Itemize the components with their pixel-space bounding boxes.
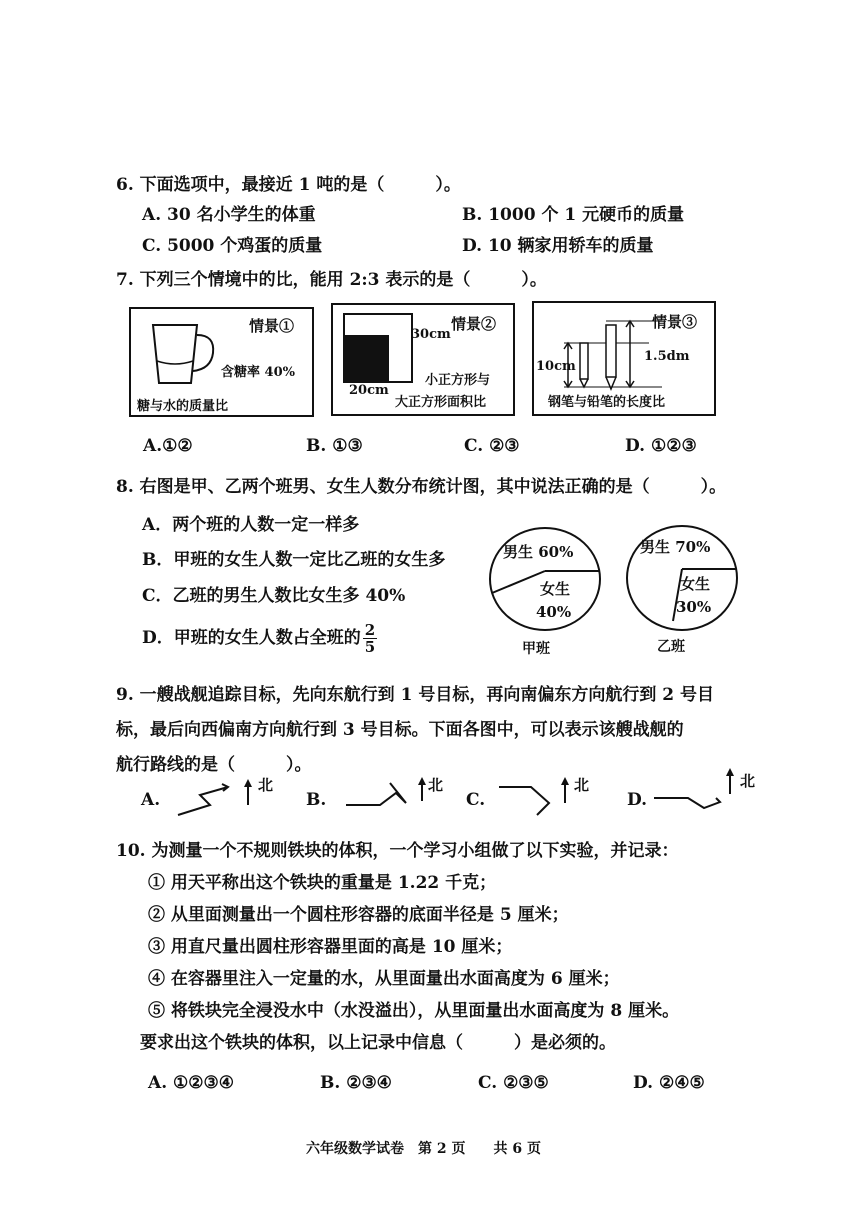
q7-option-a: A.①② xyxy=(143,436,193,456)
pie1-class-name: 甲班 xyxy=(522,641,550,657)
q6-option-a: A. 30 名小学生的体重 xyxy=(142,205,316,225)
q9-line1: 9. 一艘战舰追踪目标，先向东航行到 1 号目标，再向南偏东方向航行到 2 号目 xyxy=(116,685,714,705)
q6-option-c: C. 5000 个鸡蛋的质量 xyxy=(142,236,323,256)
q9-option-d: D. xyxy=(627,790,648,810)
pie2-class-name: 乙班 xyxy=(657,639,685,655)
q10-question: 要求出这个铁块的体积，以上记录中信息（ ）是必须的。 xyxy=(140,1033,616,1053)
scene2-title: 情景② xyxy=(451,315,497,333)
q10-option-a: A. ①②③④ xyxy=(148,1073,234,1093)
q6-option-d: D. 10 辆家用轿车的质量 xyxy=(462,236,654,256)
north-label-c: 北 xyxy=(574,776,590,794)
scene2-caption1: 小正方形与 xyxy=(425,373,491,388)
q8-option-d xyxy=(142,622,377,655)
cup-image xyxy=(149,321,219,391)
q10-step-1: ① 用天平称出这个铁块的重量是 1.22 千克； xyxy=(148,873,497,893)
scene3-pencil-length: 1.5dm xyxy=(644,349,690,364)
q8-option-c: C．乙班的男生人数比女生多 40% xyxy=(142,586,406,606)
fraction-denominator: 5 xyxy=(364,638,376,656)
q7-stem: 7. 下列三个情境中的比，能用 2:3 表示的是（ ）。 xyxy=(116,270,547,290)
q8-option-d-text: D．甲班的女生人数占全班的 xyxy=(142,628,361,648)
q10-step-3: ③ 用直尺量出圆柱形容器里面的高是 10 厘米； xyxy=(148,937,513,957)
q10-stem: 10. 为测量一个不规则铁块的体积，一个学习小组做了以下实验，并记录： xyxy=(116,841,679,861)
q9-line2: 标，最后向西偏南方向航行到 3 号目标。下面各图中，可以表示该艘战舰的 xyxy=(116,720,684,740)
q9-option-a: A. xyxy=(141,790,161,810)
pie2-male-label: 男生 70% xyxy=(640,538,711,556)
page-footer: 六年级数学试卷 第 2 页 共 6 页 xyxy=(306,1141,541,1157)
q10-step-4: ④ 在容器里注入一定量的水，从里面量出水面高度为 6 厘米； xyxy=(148,969,620,989)
north-label-a: 北 xyxy=(258,776,274,794)
q6-option-b: B. 1000 个 1 元硬币的质量 xyxy=(462,205,685,225)
q9-option-c: C. xyxy=(466,790,486,810)
pie1-female-percent: 40% xyxy=(536,603,572,621)
scene1-title: 情景① xyxy=(249,317,295,335)
pie2-female-label: 女生 xyxy=(680,575,711,593)
scene2-side-small: 20cm xyxy=(349,383,389,398)
scene1-box xyxy=(129,307,314,417)
north-label-b: 北 xyxy=(428,776,444,794)
q7-option-b: B. ①③ xyxy=(306,436,363,456)
q8-option-b: B．甲班的女生人数一定比乙班的女生多 xyxy=(142,550,446,570)
scene3-box xyxy=(532,301,716,416)
scene1-sugar-rate: 含糖率 40% xyxy=(221,365,295,380)
q9-line3: 航行路线的是（ ）。 xyxy=(116,755,312,775)
pie1-male-label: 男生 60% xyxy=(503,543,574,561)
small-square xyxy=(343,335,389,381)
q8-option-a: A．两个班的人数一定一样多 xyxy=(142,515,360,535)
scene3-caption: 钢笔与铅笔的长度比 xyxy=(548,395,666,410)
q10-step-2: ② 从里面测量出一个圆柱形容器的底面半径是 5 厘米； xyxy=(148,905,569,925)
scene3-pen-length: 10cm xyxy=(536,359,576,374)
q9-option-b: B. xyxy=(306,790,327,810)
q10-step-5: ⑤ 将铁块完全浸没水中（水没溢出），从里面量出水面高度为 8 厘米。 xyxy=(148,1001,680,1021)
q10-option-b: B. ②③④ xyxy=(320,1073,392,1093)
q7-option-d: D. ①②③ xyxy=(625,436,697,456)
scene2-caption2: 大正方形面积比 xyxy=(395,395,487,410)
q8-stem: 8. 右图是甲、乙两个班男、女生人数分布统计图，其中说法正确的是（ ）。 xyxy=(116,477,727,497)
q10-option-c: C. ②③⑤ xyxy=(478,1073,549,1093)
scene2-side-large: 30cm xyxy=(411,327,451,342)
q7-option-c: C. ②③ xyxy=(464,436,520,456)
pie2-female-percent: 30% xyxy=(676,598,712,616)
pie1-female-label: 女生 xyxy=(540,580,571,598)
fraction xyxy=(363,622,377,655)
scene3-title: 情景③ xyxy=(652,313,698,331)
q10-option-d: D. ②④⑤ xyxy=(633,1073,705,1093)
scene1-caption: 糖与水的质量比 xyxy=(137,399,229,414)
scene2-box xyxy=(331,303,515,416)
q6-stem: 6. 下面选项中，最接近 1 吨的是（ ）。 xyxy=(116,175,461,195)
north-label-d: 北 xyxy=(740,772,756,790)
fraction-numerator: 2 xyxy=(364,621,376,639)
